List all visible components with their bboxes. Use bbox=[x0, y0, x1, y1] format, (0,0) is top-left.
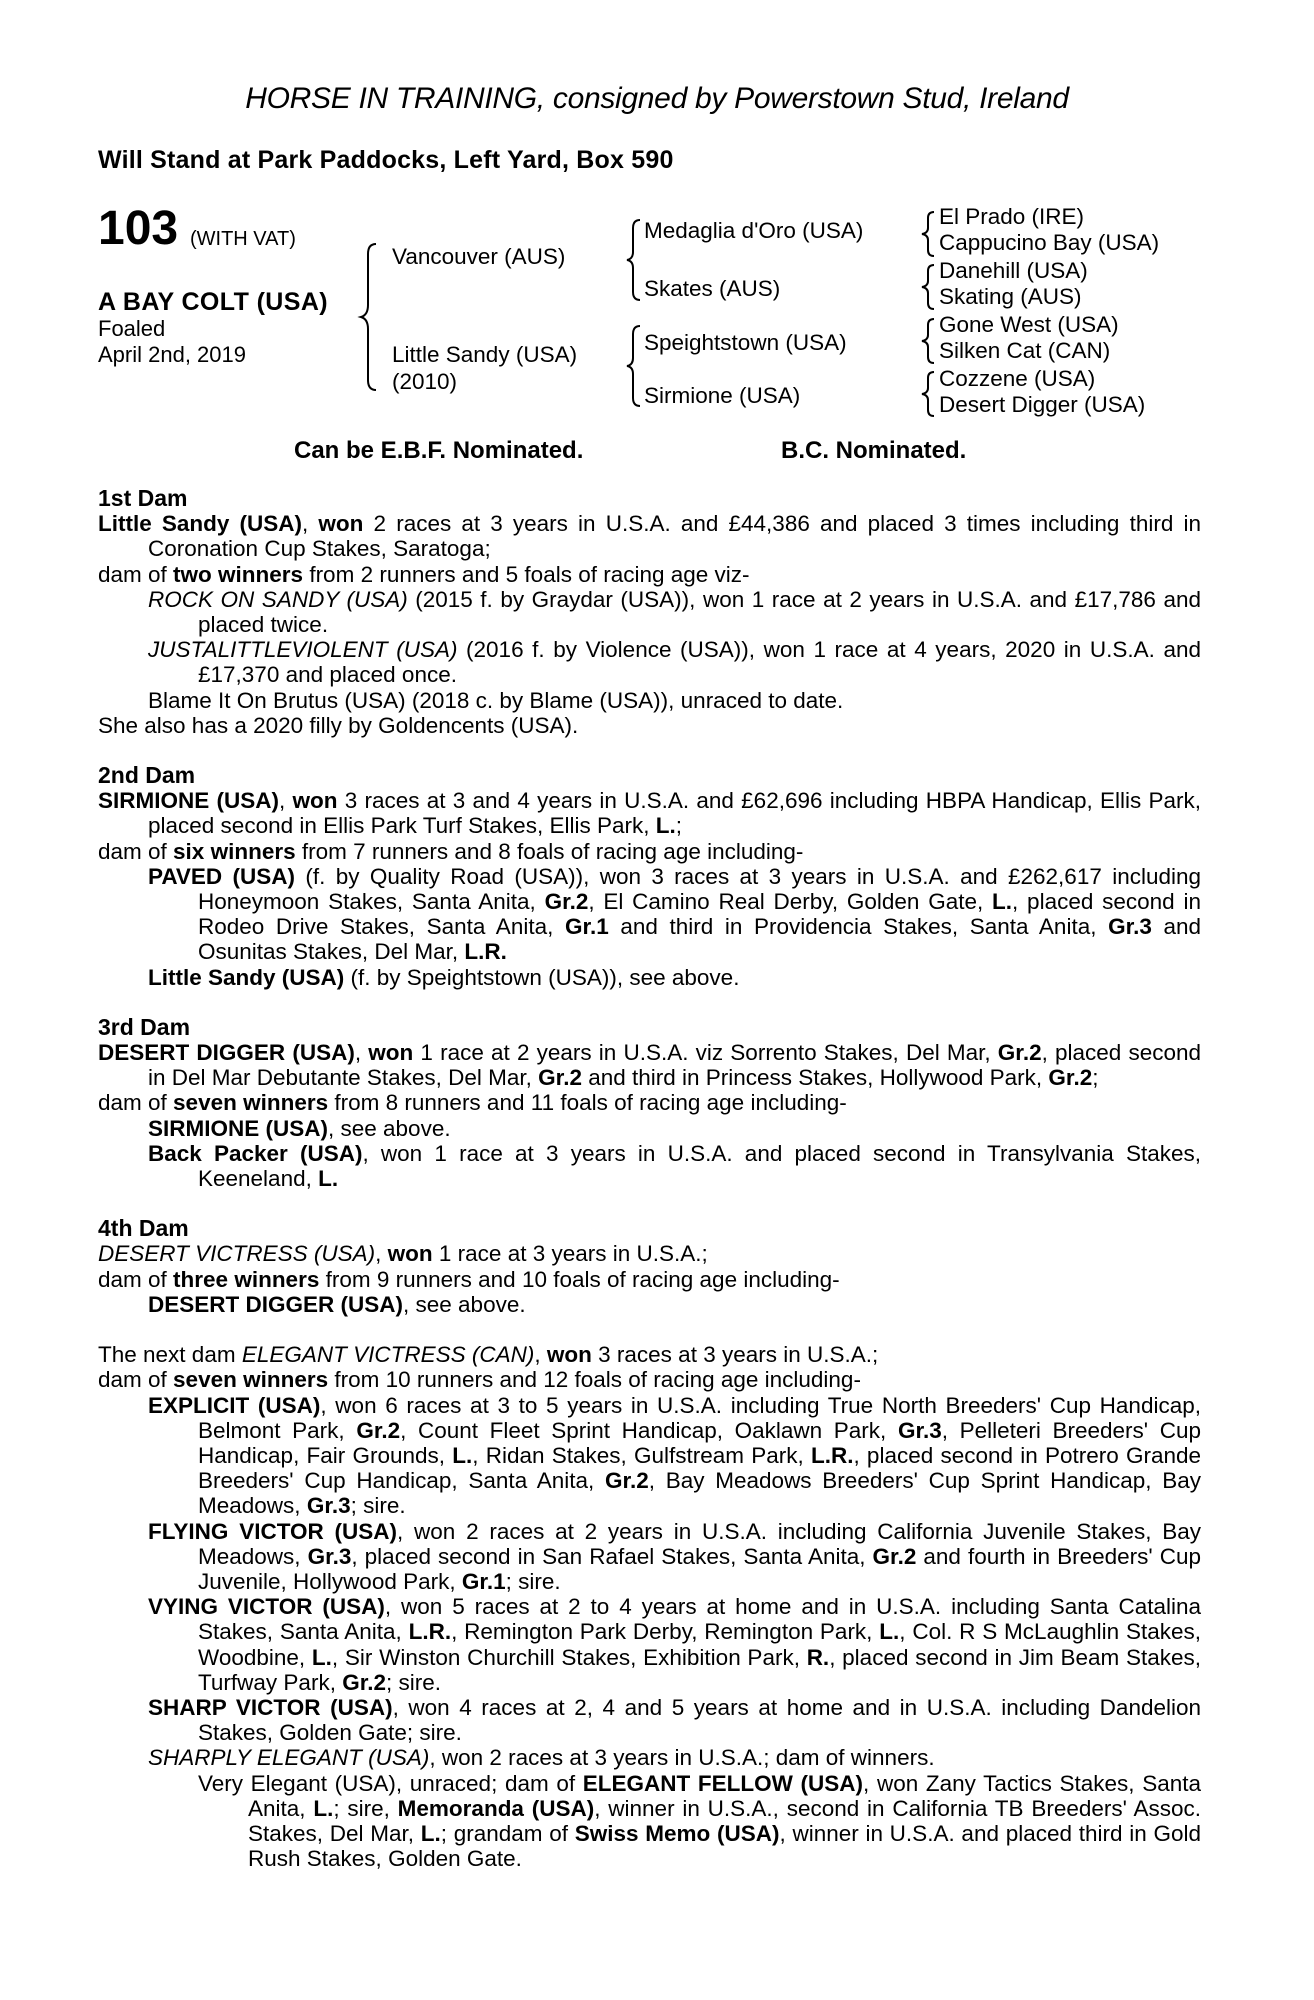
pedigree-gen4-item: Desert Digger (USA) bbox=[939, 392, 1146, 417]
dam-entry: DESERT DIGGER (USA), won 1 race at 2 years in U.S.A. viz Sorrento Stakes, Del Mar, Gr.2, placed second in Del Mar Debutante Stakes, Del Mar, Gr.2 and third in Princess Stakes, Hollywood Park, Gr.2; bbox=[98, 1040, 1202, 1091]
produce-entry: VYING VICTOR (USA), won 5 races at 2 to 4 years at home and in U.S.A. including Santa Catalina Stakes, Santa Anita, L.R., Remington Park Derby, Remington Park, L., Col. R S McLaughlin Stakes, Woodbine, L., Sir Winston Churchill Stakes, Exhibition Park, R., placed second in Jim Beam Stakes, Turfway Park, Gr.2; sire. bbox=[148, 1594, 1202, 1695]
produce-name: Swiss Memo (USA) bbox=[574, 1820, 780, 1846]
pedigree-gen4-item: Gone West (USA) bbox=[939, 312, 1119, 337]
dam-entry: DESERT VICTRESS (USA), won 1 race at 3 years in U.S.A.; bbox=[98, 1241, 708, 1267]
next-dam-section bbox=[98, 1342, 1201, 1871]
produce-name: SHARPLY ELEGANT (USA) bbox=[148, 1745, 430, 1771]
second-dam-section bbox=[98, 763, 1201, 990]
foaled-label: Foaled bbox=[98, 316, 166, 341]
dam-produce-summary: dam of seven winners from 10 runners and 12 foals of racing age including- bbox=[98, 1367, 861, 1393]
pedigree-dam-sire: Speightstown (USA) bbox=[644, 330, 847, 355]
dam-produce-summary: dam of two winners from 2 runners and 5 foals of racing age viz- bbox=[98, 561, 750, 587]
produce-entry: Back Packer (USA), won 1 race at 3 years in U.S.A. and placed second in Transylvania Stakes, Keeneland, L. bbox=[148, 1140, 1201, 1192]
pedigree-gen4-item: Danehill (USA) bbox=[939, 258, 1088, 283]
produce-name: SIRMIONE (USA) bbox=[148, 1115, 328, 1141]
bc-nomination: B.C. Nominated. bbox=[781, 437, 967, 464]
section-heading: 4th Dam bbox=[98, 1215, 189, 1242]
produce-name: ELEGANT FELLOW (USA) bbox=[582, 1770, 864, 1796]
pedigree-dam-dam: Sirmione (USA) bbox=[644, 383, 801, 408]
section-heading: 1st Dam bbox=[98, 485, 188, 511]
produce-name: Little Sandy (USA) bbox=[148, 964, 345, 990]
fourth-dam-section bbox=[98, 1216, 1201, 1317]
pedigree-sire: Vancouver (AUS) bbox=[392, 244, 566, 269]
dam-name: Little Sandy (USA) bbox=[98, 511, 303, 537]
ebf-nomination: Can be E.B.F. Nominated. bbox=[294, 437, 584, 464]
dam-name: DESERT DIGGER (USA) bbox=[98, 1040, 355, 1066]
dam-produce-summary: dam of six winners from 7 runners and 8 foals of racing age including- bbox=[98, 838, 804, 864]
dam-entry: SIRMIONE (USA), won 3 races at 3 and 4 years in U.S.A. and £62,696 including HBPA Handicap, Ellis Park, placed second in Ellis Park Turf Stakes, Ellis Park, L.; bbox=[98, 788, 1201, 839]
pedigree-brace-g4-3 bbox=[921, 317, 937, 365]
produce-name: ROCK ON SANDY (USA) bbox=[148, 586, 408, 612]
produce-entry: SHARP VICTOR (USA), won 4 races at 2, 4 and 5 years at home and in U.S.A. including Dandelion Stakes, Golden Gate; sire. bbox=[148, 1694, 1202, 1746]
section-heading: 2nd Dam bbox=[98, 762, 196, 789]
dam-name: DESERT VICTRESS (USA) bbox=[98, 1241, 376, 1267]
produce-entry: EXPLICIT (USA), won 6 races at 3 to 5 years in U.S.A. including True North Breeders' Cup Handicap, Belmont Park, Gr.2, Count Fleet Sprint Handicap, Oaklawn Park, Gr.3, Pelleteri Breeders' Cup Handicap, Fair Grounds, L., Ridan Stakes, Gulfstream Park, L.R., placed second in Potrero Grande Breeders' Cup Handicap, Santa Anita, Gr.2, Bay Meadows Breeders' Cup Sprint Handicap, Bay Meadows, Gr.3; sire. bbox=[148, 1392, 1202, 1519]
produce-entry: SHARPLY ELEGANT (USA), won 2 races at 3 years in U.S.A.; dam of winners. bbox=[148, 1745, 935, 1771]
pedigree-brace-g4-4 bbox=[921, 370, 937, 418]
pedigree-dam: Little Sandy (USA) bbox=[392, 342, 578, 367]
dam-produce-summary: dam of seven winners from 8 runners and 11 foals of racing age including- bbox=[98, 1090, 847, 1116]
pedigree-brace-sire bbox=[626, 218, 644, 302]
produce-entry: FLYING VICTOR (USA), won 2 races at 2 years in U.S.A. including California Juvenile Stakes, Bay Meadows, Gr.3, placed second in San Rafael Stakes, Santa Anita, Gr.2 and fourth in Breeders' Cup Juvenile, Hollywood Park, Gr.1; sire. bbox=[148, 1518, 1201, 1594]
pedigree-gen4-item: El Prado (IRE) bbox=[939, 204, 1085, 229]
pedigree-brace-main bbox=[360, 242, 380, 392]
produce-entry: JUSTALITTLEVIOLENT (USA) (2016 f. by Violence (USA)), won 1 race at 4 years, 2020 in U.S.A. and £17,370 and placed once. bbox=[148, 637, 1201, 688]
page-title: HORSE IN TRAINING, consigned by Powerstown Stud, Ireland bbox=[245, 82, 1069, 115]
pedigree-brace-g4-2 bbox=[921, 263, 937, 311]
produce-entry: Blame It On Brutus (USA) (2018 c. by Blame (USA)), unraced to date. bbox=[148, 687, 844, 713]
pedigree-gen4-item: Skating (AUS) bbox=[939, 284, 1082, 309]
produce-name: DESERT DIGGER (USA) bbox=[148, 1291, 404, 1317]
produce-entry: PAVED (USA) (f. by Quality Road (USA)), won 3 races at 3 years in U.S.A. and £262,617 including Honeymoon Stakes, Santa Anita, Gr.2, El Camino Real Derby, Golden Gate, L., placed second in Rodeo Drive Stakes, Santa Anita, Gr.1 and third in Providencia Stakes, Santa Anita, Gr.3 and Osunitas Stakes, Del Mar, L.R. bbox=[148, 863, 1202, 965]
pedigree-gen4-item: Silken Cat (CAN) bbox=[939, 338, 1111, 363]
foaled-date: April 2nd, 2019 bbox=[98, 342, 246, 367]
dam-entry: Little Sandy (USA), won 2 races at 3 years in U.S.A. and £44,386 and placed 3 times including third in Coronation Cup Stakes, Saratoga; bbox=[98, 511, 1201, 562]
produce-name: PAVED (USA) bbox=[148, 863, 296, 889]
horse-name: A BAY COLT (USA) bbox=[98, 288, 329, 316]
lot-number: 103 bbox=[98, 202, 179, 255]
dam-name: SIRMIONE (USA) bbox=[98, 788, 279, 814]
produce-name: EXPLICIT (USA) bbox=[148, 1392, 321, 1418]
produce-entry: DESERT DIGGER (USA), see above. bbox=[148, 1291, 526, 1317]
section-heading: 3rd Dam bbox=[98, 1013, 191, 1040]
produce-note: She also has a 2020 filly by Goldencents (USA). bbox=[98, 712, 579, 738]
pedigree-brace-g4-1 bbox=[921, 210, 937, 258]
pedigree-brace-dam bbox=[626, 324, 644, 408]
third-dam-section bbox=[98, 1015, 1201, 1191]
produce-entry: Little Sandy (USA) (f. by Speightstown (USA)), see above. bbox=[148, 964, 740, 990]
pedigree-sire-sire: Medaglia d'Oro (USA) bbox=[644, 218, 864, 243]
produce-name: FLYING VICTOR (USA) bbox=[148, 1518, 398, 1544]
dam-entry: The next dam ELEGANT VICTRESS (CAN), won 3 races at 3 years in U.S.A.; bbox=[98, 1342, 879, 1368]
pedigree-dam-year: (2010) bbox=[392, 369, 458, 394]
pedigree-sire-dam: Skates (AUS) bbox=[644, 276, 781, 301]
produce-name: VYING VICTOR (USA) bbox=[148, 1594, 385, 1620]
first-dam-section bbox=[98, 486, 1201, 738]
dam-produce-summary: dam of three winners from 9 runners and 10 foals of racing age including- bbox=[98, 1266, 840, 1292]
grand-produce-entry: Very Elegant (USA), unraced; dam of ELEGANT FELLOW (USA), won Zany Tactics Stakes, Santa Anita, L.; sire, Memoranda (USA), winner in U.S.A., second in California TB Breeders' Assoc. Stakes, Del Mar, L.; grandam of Swiss Memo (USA), winner in U.S.A. and placed third in Gold Rush Stakes, Golden Gate. bbox=[198, 1770, 1201, 1872]
produce-name: Memoranda (USA) bbox=[397, 1795, 595, 1821]
produce-name: Back Packer (USA) bbox=[148, 1140, 363, 1166]
produce-record bbox=[98, 486, 1201, 1871]
produce-entry: SIRMIONE (USA), see above. bbox=[148, 1115, 451, 1141]
pedigree-gen4-item: Cappucino Bay (USA) bbox=[939, 230, 1160, 255]
produce-name: SHARP VICTOR (USA) bbox=[148, 1694, 393, 1720]
pedigree-gen4-item: Cozzene (USA) bbox=[939, 366, 1096, 391]
produce-name: JUSTALITTLEVIOLENT (USA) bbox=[148, 637, 458, 663]
stand-location: Will Stand at Park Paddocks, Left Yard, Box 590 bbox=[98, 146, 674, 174]
dam-name: ELEGANT VICTRESS (CAN) bbox=[241, 1342, 535, 1368]
vat-note: (WITH VAT) bbox=[190, 228, 296, 250]
produce-entry: ROCK ON SANDY (USA) (2015 f. by Graydar (USA)), won 1 race at 2 years in U.S.A. and £17,786 and placed twice. bbox=[148, 586, 1201, 638]
